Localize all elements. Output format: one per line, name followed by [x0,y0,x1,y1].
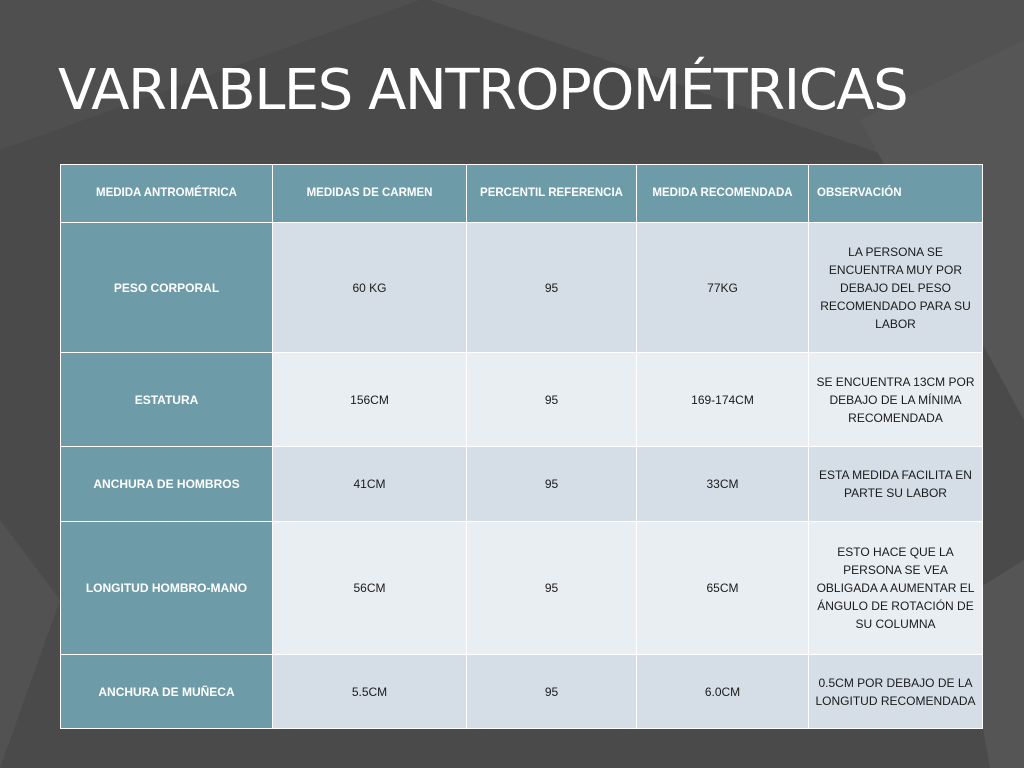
table-row [61,223,983,353]
column-header-observacion: OBSERVACIÓN [809,165,983,223]
cell-carmen: 60 KG [273,223,467,353]
column-header-recomendada: MEDIDA RECOMENDADA [637,165,809,223]
cell-recomendada: 169-174CM [637,353,809,447]
cell-carmen: 56CM [273,522,467,655]
cell-percentil: 95 [467,353,637,447]
cell-medida: PESO CORPORAL [61,223,273,353]
anthropometric-table [60,164,983,729]
table-row [61,447,983,522]
cell-medida: LONGITUD HOMBRO-MANO [61,522,273,655]
cell-observacion: ESTO HACE QUE LA PERSONA SE VEA OBLIGADA A AUMENTAR EL ÁNGULO DE ROTACIÓN DE SU COLUMNA [809,522,983,655]
cell-observacion: SE ENCUENTRA 13CM POR DEBAJO DE LA MÍNIMA RECOMENDADA [809,353,983,447]
cell-recomendada: 77KG [637,223,809,353]
cell-percentil: 95 [467,223,637,353]
cell-observacion: LA PERSONA SE ENCUENTRA MUY POR DEBAJO DEL PESO RECOMENDADO PARA SU LABOR [809,223,983,353]
cell-observacion: ESTA MEDIDA FACILITA EN PARTE SU LABOR [809,447,983,522]
slide-title: VARIABLES ANTROPOMÉTRICAS [58,58,908,123]
cell-percentil: 95 [467,522,637,655]
table-row [61,522,983,655]
cell-recomendada: 33CM [637,447,809,522]
table-header-row [61,165,983,223]
cell-medida: ANCHURA DE MUÑECA [61,655,273,729]
cell-medida: ANCHURA DE HOMBROS [61,447,273,522]
column-header-percentil: PERCENTIL REFERENCIA [467,165,637,223]
column-header-medida: MEDIDA ANTROMÉTRICA [61,165,273,223]
cell-recomendada: 6.0CM [637,655,809,729]
cell-carmen: 156CM [273,353,467,447]
cell-medida: ESTATURA [61,353,273,447]
table-row [61,655,983,729]
cell-recomendada: 65CM [637,522,809,655]
table-row [61,353,983,447]
cell-carmen: 5.5CM [273,655,467,729]
column-header-carmen: MEDIDAS DE CARMEN [273,165,467,223]
cell-carmen: 41CM [273,447,467,522]
cell-percentil: 95 [467,655,637,729]
cell-observacion: 0.5CM POR DEBAJO DE LA LONGITUD RECOMENDADA [809,655,983,729]
cell-percentil: 95 [467,447,637,522]
